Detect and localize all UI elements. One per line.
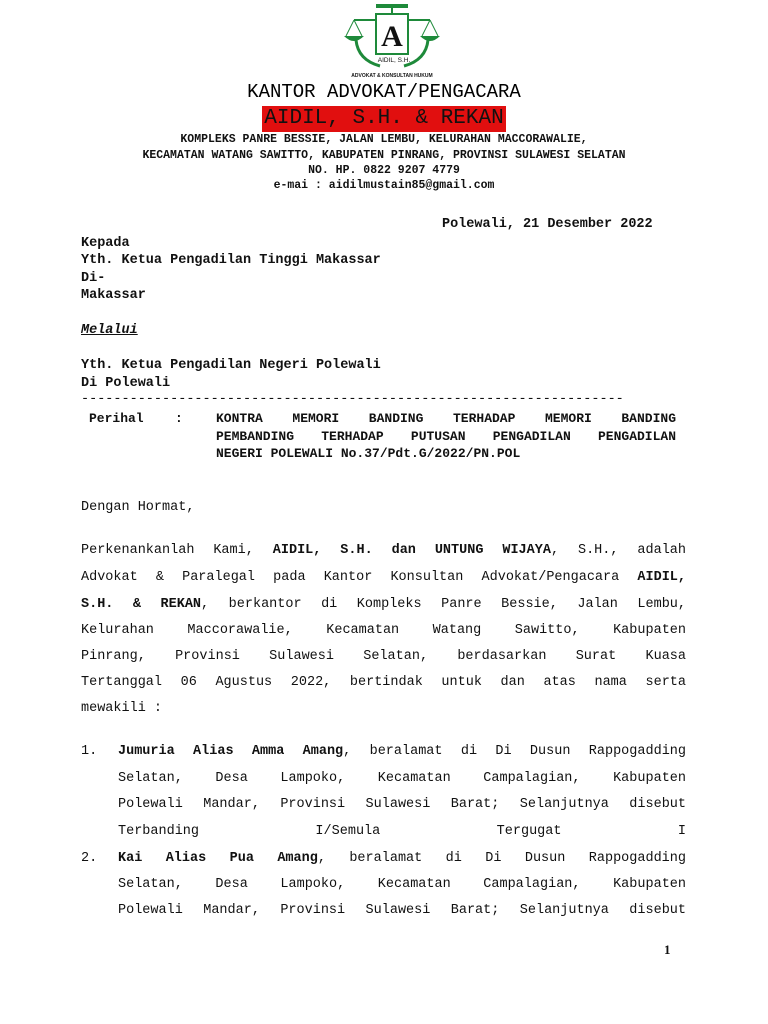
- svg-text:ADVOKAT & KONSULTAN HUKUM: ADVOKAT & KONSULTAN HUKUM: [351, 73, 433, 79]
- place-date: Polewali, 21 Desember 2022: [442, 217, 653, 232]
- separator-line: -------------------------------------------------------------------: [81, 392, 624, 407]
- via-recipient-line: Yth. Ketua Pengadilan Negeri Polewali: [81, 358, 381, 373]
- firm-name: AIDIL, S.H. & REKAN: [264, 107, 504, 130]
- email-address: e-mai : aidilmustain85@gmail.com: [273, 179, 495, 192]
- intro-line: Tertanggal 06 Agustus 2022, bertindak untuk dan atas nama serta: [81, 675, 686, 690]
- intro-line: Perkenankanlah Kami, AIDIL, S.H. dan UNTUNG WIJAYA, S.H., adalah: [81, 543, 686, 558]
- subject-line: NEGERI POLEWALI No.37/Pdt.G/2022/PN.POL: [216, 446, 521, 461]
- law-firm-logo: [336, 0, 448, 80]
- list-item-line: Terbanding I/Semula Tergugat I: [118, 824, 686, 839]
- subject-line: PEMBANDING TERHADAP PUTUSAN PENGADILAN PENGADILAN: [216, 429, 676, 444]
- list-item-line: Kai Alias Pua Amang, beralamat di Di Dusun Rappogadding: [118, 851, 686, 866]
- recipient-line: Yth. Ketua Pengadilan Tinggi Makassar: [81, 253, 381, 268]
- list-item-number: 1.: [81, 744, 98, 759]
- recipient-line: Makassar: [81, 288, 146, 303]
- recipient-line: Di-: [81, 271, 106, 286]
- list-item-line: Jumuria Alias Amma Amang, beralamat di Di Dusun Rappogadding: [118, 744, 686, 759]
- recipient-line: Kepada: [81, 236, 130, 251]
- via-recipient-line: Di Polewali: [81, 376, 171, 391]
- intro-line: mewakili :: [81, 701, 163, 716]
- phone-number: NO. HP. 0822 9207 4779: [308, 164, 460, 177]
- address-line-1: KOMPLEKS PANRE BESSIE, JALAN LEMBU, KELURAHAN MACCORAWALIE,: [180, 133, 588, 146]
- list-item-line: Polewali Mandar, Provinsi Sulawesi Barat; Selanjutnya disebut: [118, 797, 686, 812]
- subject-line: KONTRA MEMORI BANDING TERHADAP MEMORI BANDING: [216, 411, 676, 426]
- intro-line: S.H. & REKAN, berkantor di Kompleks Panre Bessie, Jalan Lembu,: [81, 597, 686, 612]
- subject-colon: :: [175, 411, 183, 426]
- list-item-line: Selatan, Desa Lampoko, Kecamatan Campalagian, Kabupaten: [118, 877, 686, 892]
- intro-line: Kelurahan Maccorawalie, Kecamatan Watang Sawitto, Kabupaten: [81, 623, 686, 638]
- page-number: 1: [664, 942, 671, 957]
- letterhead-subtitle: [0, 106, 768, 132]
- svg-text:AIDIL, S.H.: AIDIL, S.H.: [377, 57, 411, 64]
- via-label: Melalui: [81, 323, 138, 338]
- list-item-line: Polewali Mandar, Provinsi Sulawesi Barat; Selanjutnya disebut: [118, 903, 686, 918]
- greeting: Dengan Hormat,: [81, 500, 195, 515]
- letterhead-title: KANTOR ADVOKAT/PENGACARA: [247, 81, 521, 103]
- list-item-number: 2.: [81, 851, 98, 866]
- svg-text:A: A: [381, 20, 403, 53]
- list-item-line: Selatan, Desa Lampoko, Kecamatan Campalagian, Kabupaten: [118, 771, 686, 786]
- intro-line: Advokat & Paralegal pada Kantor Konsultan Advokat/Pengacara AIDIL,: [81, 570, 686, 585]
- address-line-2: KECAMATAN WATANG SAWITTO, KABUPATEN PINRANG, PROVINSI SULAWESI SELATAN: [142, 149, 626, 162]
- subject-label: Perihal: [89, 411, 144, 426]
- intro-line: Pinrang, Provinsi Sulawesi Selatan, berdasarkan Surat Kuasa: [81, 649, 686, 664]
